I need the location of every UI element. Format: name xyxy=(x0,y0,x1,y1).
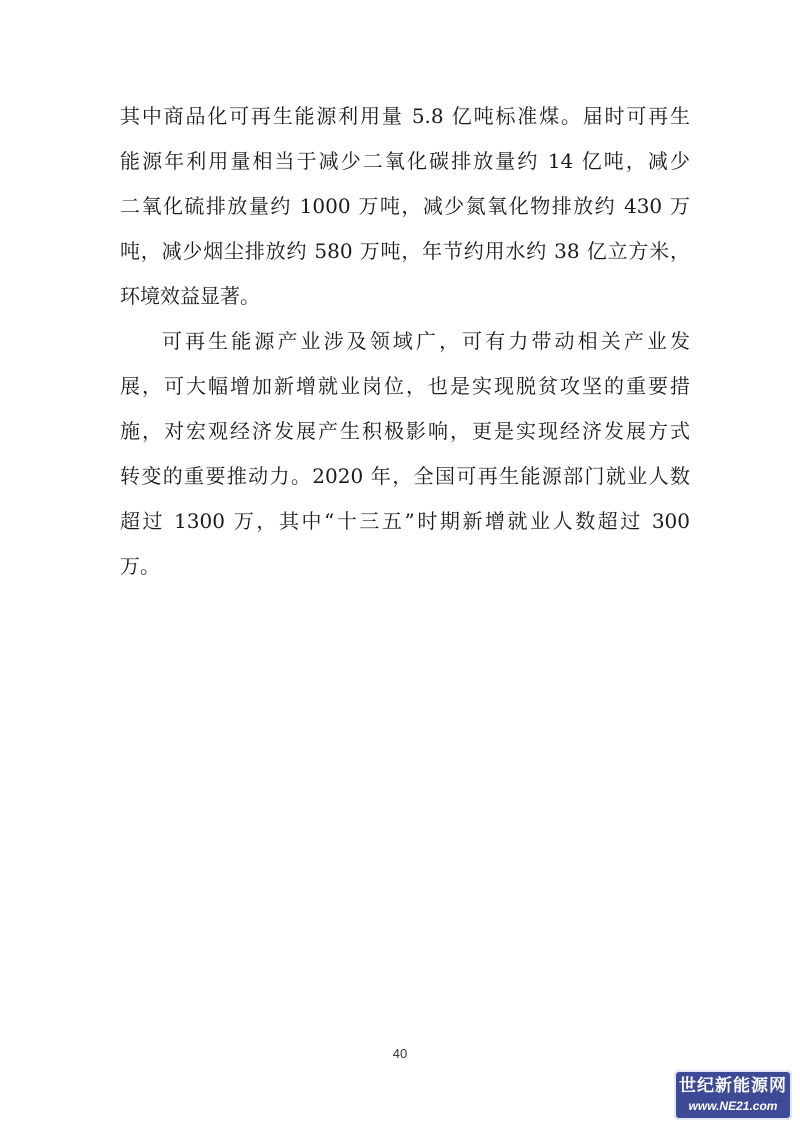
text-line: 其中商品化可再生能源利用量 5.8 亿吨标准煤。届时可再生 xyxy=(120,104,690,128)
text-line: 环境效益显著。 xyxy=(120,284,260,308)
watermark-title: 世纪新能源网 xyxy=(679,1076,787,1096)
page-number: 40 xyxy=(392,1046,408,1061)
text-line: 吨，减少烟尘排放约 580 万吨，年节约用水约 38 亿立方米， xyxy=(120,239,690,263)
text-line: 万。 xyxy=(120,554,160,578)
text-line: 二氧化硫排放量约 1000 万吨，减少氮氧化物排放约 430 万 xyxy=(120,194,690,218)
text-line: 转变的重要推动力。2020 年，全国可再生能源部门就业人数 xyxy=(120,464,690,488)
text-line: 超过 1300 万，其中“十三五”时期新增就业人数超过 300 xyxy=(120,509,690,533)
text-line: 能源年利用量相当于减少二氧化碳排放量约 14 亿吨，减少 xyxy=(120,149,690,173)
paragraph-first-line: 可再生能源产业涉及领域广，可有力带动相关产业发 xyxy=(162,329,690,353)
watermark-logo xyxy=(674,1070,792,1120)
body-text xyxy=(120,94,690,589)
watermark-url: www.NE21.com xyxy=(688,1099,778,1113)
text-line: 施，对宏观经济发展产生积极影响，更是实现经济发展方式 xyxy=(120,419,690,443)
text-line: 展，可大幅增加新增就业岗位，也是实现脱贫攻坚的重要措 xyxy=(120,374,690,398)
